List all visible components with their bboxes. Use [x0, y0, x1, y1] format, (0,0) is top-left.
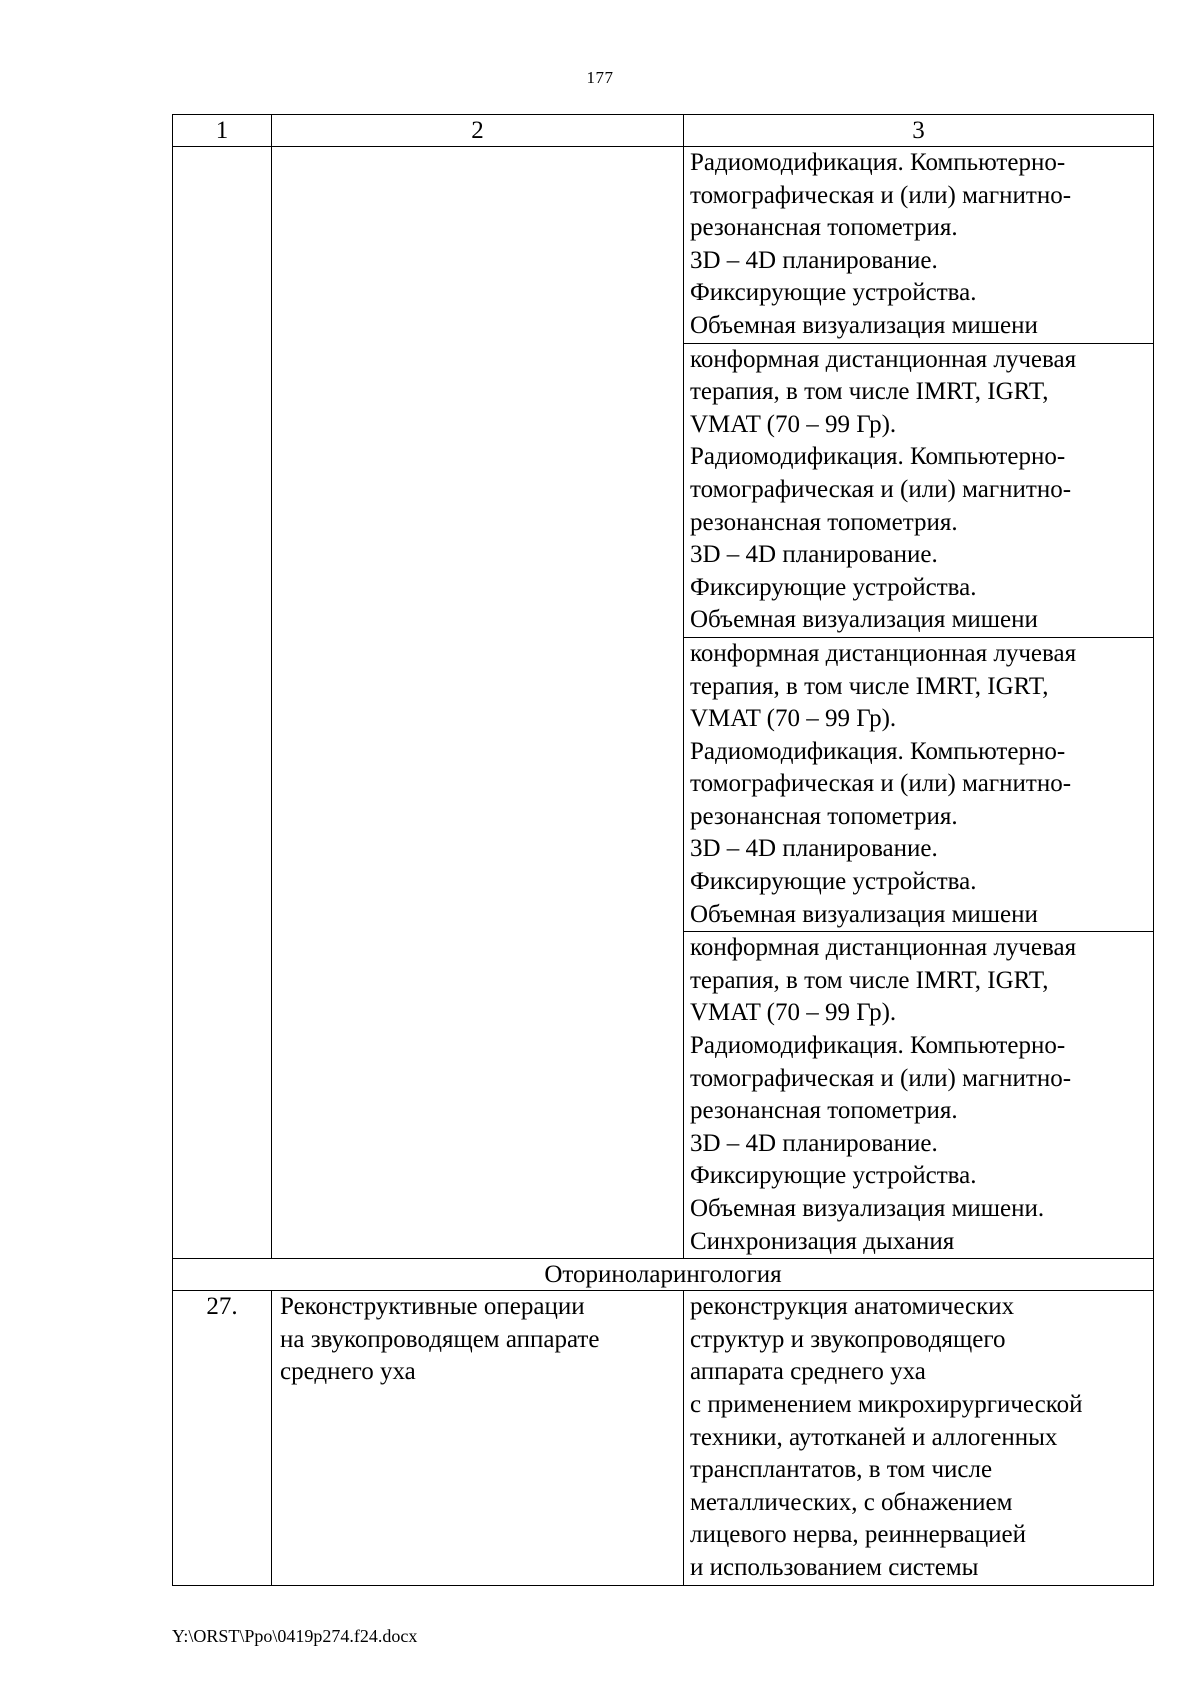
- text-line: томографическая и (или) магнитно-: [690, 181, 1072, 209]
- text-line: томографическая и (или) магнитно-: [690, 770, 1072, 798]
- text-line: резонансная топометрия.: [690, 508, 958, 536]
- text-line: терапия, в том числе IMRT, IGRT,: [690, 378, 1049, 406]
- table-row: [173, 147, 1154, 344]
- method-cell: [684, 637, 1154, 931]
- text-line: резонансная топометрия.: [690, 1097, 958, 1125]
- text-line: лицевого нерва, реиннервацией: [690, 1521, 1027, 1549]
- text-line: Реконструктивные операции: [280, 1293, 585, 1321]
- text-line: Радиомодификация. Компьютерно-: [690, 443, 1066, 471]
- text-line: структур и звукопроводящего: [690, 1325, 1006, 1353]
- section-title: Оториноларингология: [173, 1259, 1154, 1291]
- column-header-1: 1: [173, 115, 272, 147]
- text-line: VMAT (70 – 99 Гр).: [690, 999, 897, 1027]
- page-number: 177: [586, 68, 614, 87]
- table-header-row: [173, 115, 1154, 147]
- text-line: с применением микрохирургической: [690, 1390, 1083, 1418]
- document-table: [172, 114, 1154, 1586]
- method-cell: [684, 932, 1154, 1259]
- text-line: металлических, с обнажением: [690, 1488, 1013, 1516]
- text-line: Объемная визуализация мишени: [690, 606, 1038, 634]
- text-line: Объемная визуализация мишени: [690, 900, 1038, 928]
- text-line: трансплантатов, в том числе: [690, 1456, 993, 1484]
- section-row: [173, 1259, 1154, 1291]
- text-line: 3D – 4D планирование.: [690, 835, 938, 863]
- text-line: Радиомодификация. Компьютерно-: [690, 149, 1066, 176]
- table-row: [173, 1291, 1154, 1585]
- text-line: среднего уха: [280, 1358, 416, 1386]
- text-line: и использованием системы: [690, 1553, 979, 1581]
- text-line: Радиомодификация. Компьютерно-: [690, 737, 1066, 765]
- column-header-3: 3: [684, 115, 1154, 147]
- text-line: конформная дистанционная лучевая: [690, 934, 1077, 962]
- column-header-2: 2: [272, 115, 684, 147]
- entry-number: 27.: [173, 1291, 272, 1585]
- text-line: Фиксирующие устройства.: [690, 279, 977, 307]
- footer-file-path: Y:\ORST\Ppo\0419p274.f24.docx: [172, 1626, 418, 1646]
- text-line: Объемная визуализация мишени: [690, 311, 1038, 339]
- text-line: техники, аутотканей и аллогенных: [690, 1423, 1058, 1451]
- empty-number-cell: [173, 147, 272, 1259]
- text-line: конформная дистанционная лучевая: [690, 345, 1077, 373]
- text-line: Фиксирующие устройства.: [690, 868, 977, 896]
- entry-name-cell: [272, 1291, 684, 1585]
- text-line: 3D – 4D планирование.: [690, 246, 938, 274]
- text-line: 3D – 4D планирование.: [690, 1129, 938, 1157]
- text-line: Объемная визуализация мишени.: [690, 1195, 1045, 1222]
- text-line: Радиомодификация. Компьютерно-: [690, 1032, 1066, 1060]
- text-line: 3D – 4D планирование.: [690, 541, 938, 569]
- text-line: томографическая и (или) магнитно-: [690, 475, 1072, 503]
- text-line: конформная дистанционная лучевая: [690, 639, 1077, 667]
- text-line: реконструкция анатомических: [690, 1293, 1015, 1321]
- text-line: аппарата среднего уха: [690, 1358, 926, 1386]
- text-line: VMAT (70 – 99 Гр).: [690, 705, 897, 733]
- method-cell: [684, 147, 1154, 344]
- text-line: на звукопроводящем аппарате: [280, 1325, 600, 1353]
- text-line: резонансная топометрия.: [690, 214, 958, 242]
- text-line: Синхронизация дыхания: [690, 1227, 955, 1255]
- text-line: Фиксирующие устройства.: [690, 573, 977, 601]
- text-line: томографическая и (или) магнитно-: [690, 1064, 1072, 1092]
- empty-name-cell: [272, 147, 684, 1259]
- text-line: Фиксирующие устройства.: [690, 1162, 977, 1190]
- method-cell: [684, 343, 1154, 637]
- text-line: терапия, в том числе IMRT, IGRT,: [690, 966, 1049, 994]
- entry-method-cell: [684, 1291, 1154, 1585]
- text-line: VMAT (70 – 99 Гр).: [690, 410, 897, 438]
- text-line: резонансная топометрия.: [690, 802, 958, 830]
- text-line: терапия, в том числе IMRT, IGRT,: [690, 672, 1049, 700]
